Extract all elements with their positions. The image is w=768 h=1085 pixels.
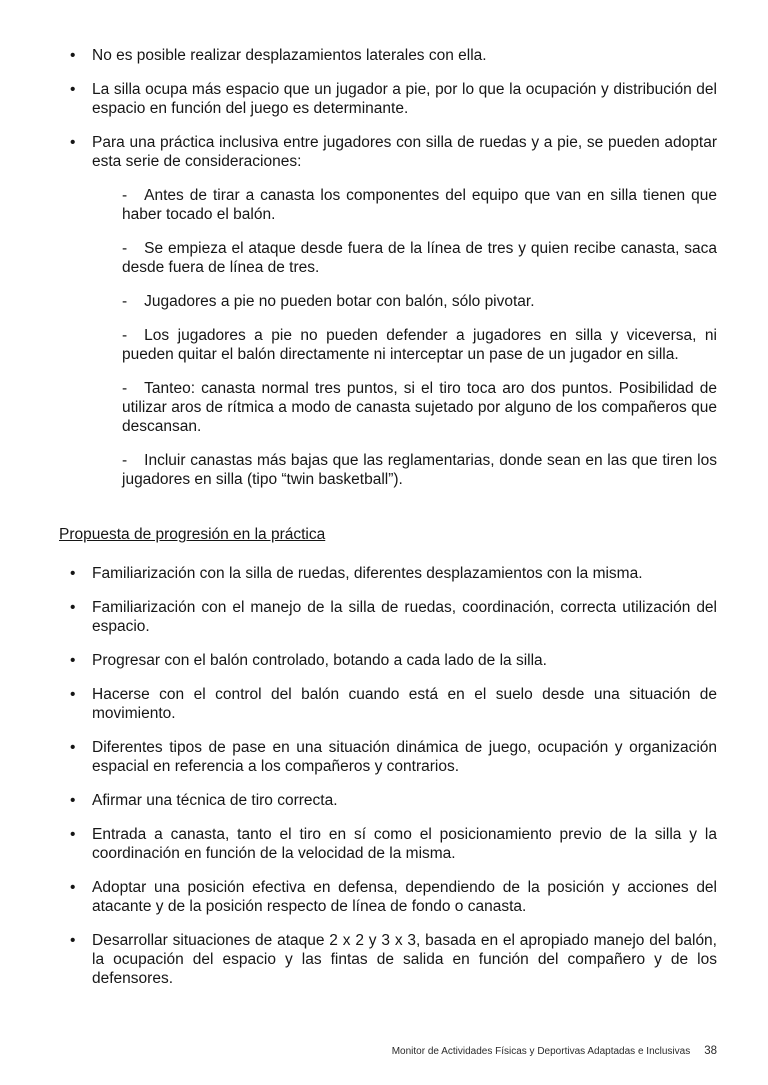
bullet-text: Afirmar una técnica de tiro correcta. [92,792,338,809]
sub-item-text: Incluir canastas más bajas que las reglamentarias, donde sean en las que tiren los jugadores en silla (tipo “twin basketball”). [122,452,717,488]
list-item [70,651,717,670]
bullet-marker: • [70,879,76,896]
dash-marker: - [122,452,128,469]
sub-list-item [122,451,717,489]
list-item [70,598,717,636]
bullet-text: Entrada a canasta, tanto el tiro en sí como el posicionamiento previo de la silla y la coordinación en función de la velocidad de la misma. [92,826,717,862]
bullet-marker: • [70,565,76,582]
sub-list-item [122,186,717,224]
bullet-text: Adoptar una posición efectiva en defensa, dependiendo de la posición y acciones del atacante y de la posición respecto de línea de fondo o canasta. [92,879,717,915]
sub-list-item [122,239,717,277]
list-item [70,825,717,863]
sub-list-item [122,292,717,311]
dash-marker: - [122,240,128,257]
dash-marker: - [122,293,128,310]
list-item [70,791,717,810]
page-number: 38 [704,1045,717,1057]
dash-marker: - [122,380,128,397]
sub-list-item [122,379,717,436]
sub-item-text: Tanteo: canasta normal tres puntos, si el tiro toca aro dos puntos. Posibilidad de utilizar aros de rítmica a modo de canasta sujetado por alguno de los compañeros que descansan. [122,380,717,435]
list-item [70,564,717,583]
bullet-marker: • [70,686,76,703]
sub-item-text: Antes de tirar a canasta los componentes del equipo que van en silla tienen que haber tocado el balón. [122,187,717,223]
bullet-marker: • [70,47,76,64]
dash-marker: - [122,327,128,344]
bullet-text: Diferentes tipos de pase en una situación dinámica de juego, ocupación y organización espacial en referencia a los compañeros y contrarios. [92,739,717,775]
bullet-text: Hacerse con el control del balón cuando está en el suelo desde una situación de movimiento. [92,686,717,722]
section-heading: Propuesta de progresión en la práctica [59,526,326,543]
bullet-marker: • [70,739,76,756]
bullet-marker: • [70,134,76,151]
sub-item-text: Se empieza el ataque desde fuera de la línea de tres y quien recibe canasta, saca desde fuera de línea de tres. [122,240,717,276]
bullet-text: Desarrollar situaciones de ataque 2 x 2 y 3 x 3, basada en el apropiado manejo del balón, la ocupación del espacio y las fintas de salida en función del compañero y de los defensores. [92,932,717,987]
page-content [57,46,717,1003]
sub-item-text: Jugadores a pie no pueden botar con balón, sólo pivotar. [144,293,535,310]
bullet-marker: • [70,932,76,949]
bullet-text: Familiarización con la silla de ruedas, diferentes desplazamientos con la misma. [92,565,643,582]
sub-list-item [122,326,717,364]
bullet-marker: • [70,599,76,616]
list-item [70,685,717,723]
sub-item-text: Los jugadores a pie no pueden defender a jugadores en silla y viceversa, ni pueden quitar el balón directamente ni interceptar un pase de un jugador en silla. [122,327,717,363]
list-item [70,878,717,916]
bullet-marker: • [70,792,76,809]
list-item [70,133,717,171]
bullet-text: La silla ocupa más espacio que un jugador a pie, por lo que la ocupación y distribución del espacio en función del juego es determinante. [92,81,717,117]
list-item [70,46,717,65]
list-item [70,80,717,118]
bullet-text: Progresar con el balón controlado, botando a cada lado de la silla. [92,652,547,669]
list-item [70,931,717,988]
bullet-text: Familiarización con el manejo de la silla de ruedas, coordinación, correcta utilización del espacio. [92,599,717,635]
bullet-marker: • [70,81,76,98]
bullet-text: Para una práctica inclusiva entre jugadores con silla de ruedas y a pie, se pueden adoptar esta serie de consideraciones: [92,134,717,170]
list-item [70,738,717,776]
bullet-text: No es posible realizar desplazamientos laterales con ella. [92,47,487,64]
bullet-marker: • [70,652,76,669]
dash-marker: - [122,187,128,204]
bullet-marker: • [70,826,76,843]
page-footer [392,1044,717,1059]
footer-title: Monitor de Actividades Físicas y Deportivas Adaptadas e Inclusivas [391,1046,691,1057]
